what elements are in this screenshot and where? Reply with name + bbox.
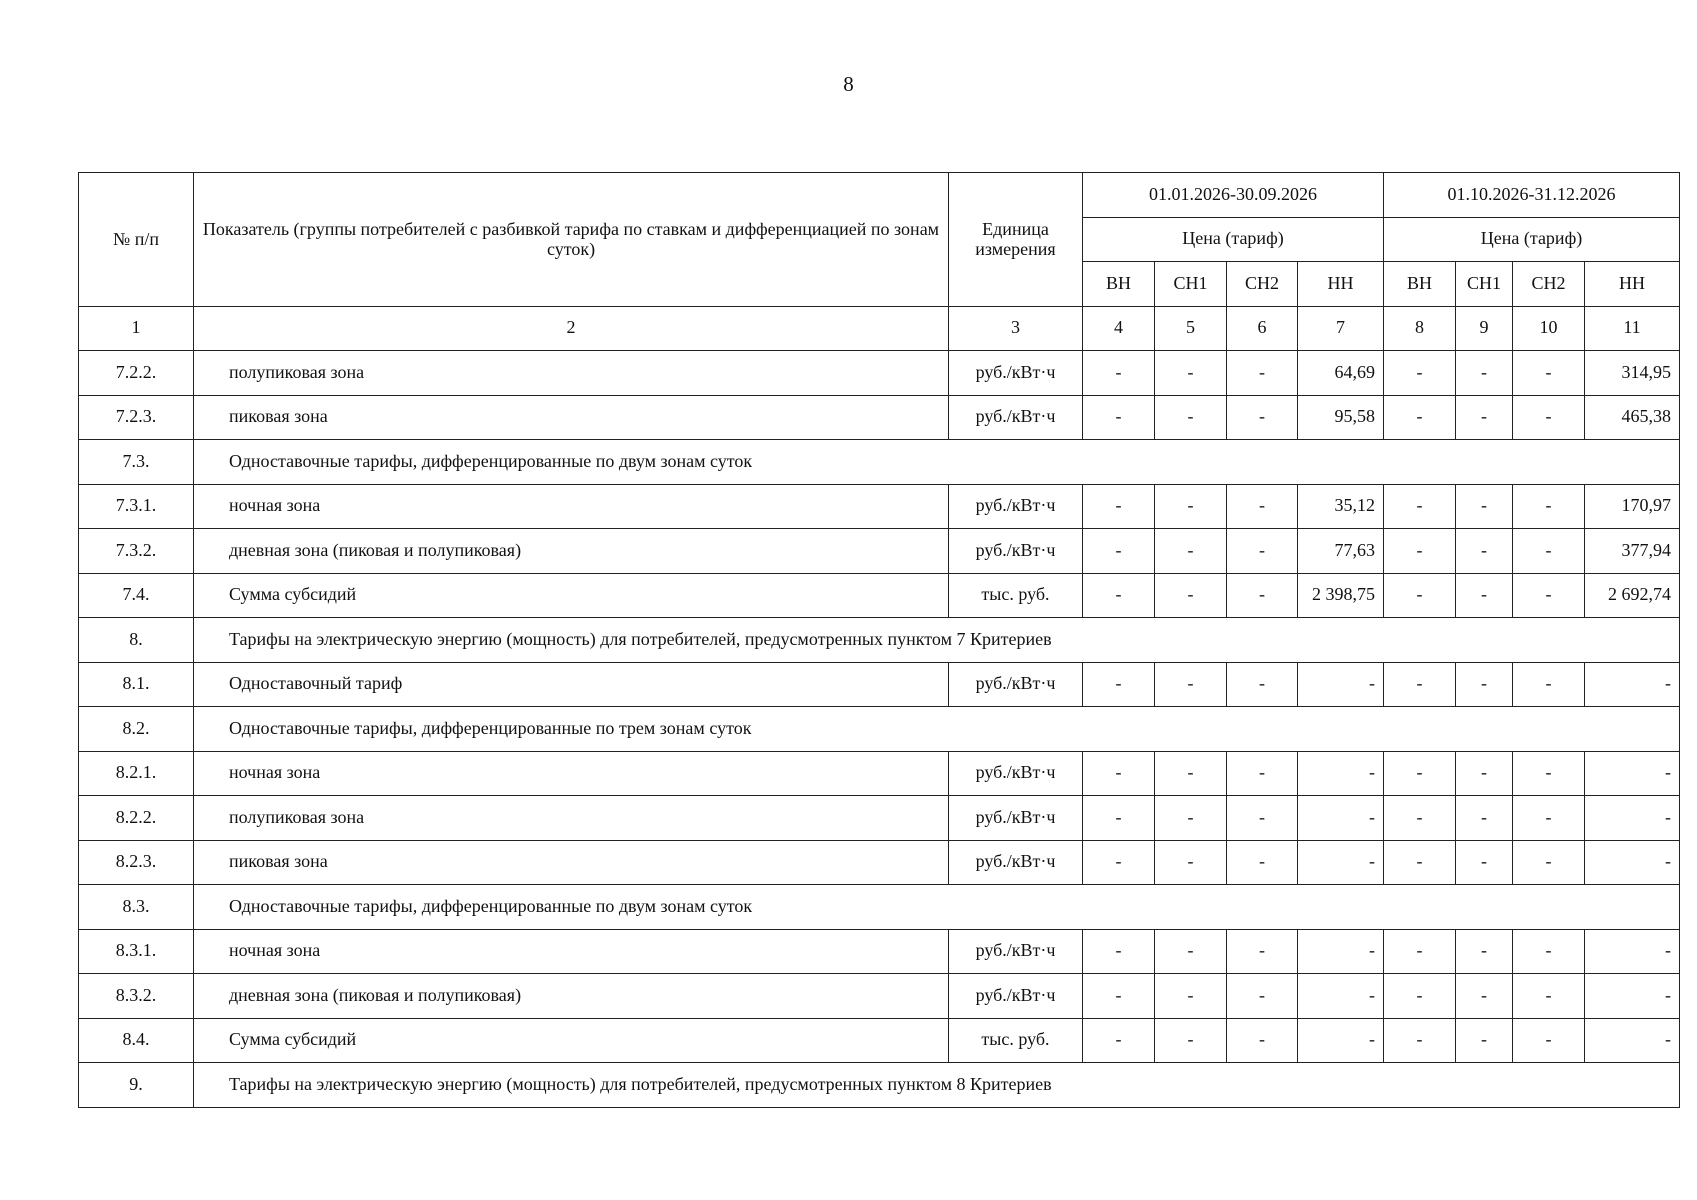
unit-cell: руб./кВт·ч xyxy=(949,751,1083,796)
value-cell: 35,12 xyxy=(1298,484,1384,529)
row-number: 7.2.3. xyxy=(79,395,194,440)
row-number: 7.3.1. xyxy=(79,484,194,529)
section-row xyxy=(79,707,1680,752)
value-cell: - xyxy=(1155,351,1227,396)
column-number: 3 xyxy=(949,306,1083,351)
row-number: 8.4. xyxy=(79,1018,194,1063)
value-cell: - xyxy=(1513,929,1585,974)
value-cell: 2 692,74 xyxy=(1585,573,1680,618)
indicator-name: дневная зона (пиковая и полупиковая) xyxy=(194,974,949,1019)
indicator-name: ночная зона xyxy=(194,751,949,796)
value-cell: - xyxy=(1456,351,1513,396)
table-row xyxy=(79,351,1680,396)
value-cell: - xyxy=(1585,662,1680,707)
row-number: 7.2.2. xyxy=(79,351,194,396)
row-number: 9. xyxy=(79,1063,194,1108)
row-number: 8.1. xyxy=(79,662,194,707)
header-level: СН1 xyxy=(1155,262,1227,307)
value-cell: - xyxy=(1298,1018,1384,1063)
value-cell: - xyxy=(1155,751,1227,796)
table-row xyxy=(79,840,1680,885)
value-cell: - xyxy=(1513,529,1585,574)
header-row-column-numbers xyxy=(79,306,1680,351)
header-level: НН xyxy=(1298,262,1384,307)
header-period-1: 01.01.2026-30.09.2026 xyxy=(1083,173,1384,218)
column-number: 5 xyxy=(1155,306,1227,351)
table-row xyxy=(79,395,1680,440)
value-cell: - xyxy=(1513,662,1585,707)
column-number: 10 xyxy=(1513,306,1585,351)
unit-cell: руб./кВт·ч xyxy=(949,840,1083,885)
table-row xyxy=(79,929,1680,974)
value-cell: - xyxy=(1083,662,1155,707)
value-cell: - xyxy=(1456,662,1513,707)
row-number: 8.2.2. xyxy=(79,796,194,841)
value-cell: - xyxy=(1384,796,1456,841)
value-cell: - xyxy=(1083,751,1155,796)
value-cell: 170,97 xyxy=(1585,484,1680,529)
section-title: Тарифы на электрическую энергию (мощность) для потребителей, предусмотренных пунктом 7 Критериев xyxy=(194,618,1680,663)
value-cell: 64,69 xyxy=(1298,351,1384,396)
value-cell: - xyxy=(1155,840,1227,885)
section-title: Одноставочные тарифы, дифференцированные по двум зонам суток xyxy=(194,440,1680,485)
tariff-table xyxy=(78,172,1680,1108)
row-number: 8.2.1. xyxy=(79,751,194,796)
indicator-name: Сумма субсидий xyxy=(194,1018,949,1063)
table-row xyxy=(79,484,1680,529)
indicator-name: полупиковая зона xyxy=(194,351,949,396)
value-cell: - xyxy=(1298,929,1384,974)
value-cell: - xyxy=(1585,751,1680,796)
table-row xyxy=(79,974,1680,1019)
row-number: 8.3. xyxy=(79,885,194,930)
value-cell: - xyxy=(1227,529,1298,574)
column-number: 7 xyxy=(1298,306,1384,351)
value-cell: - xyxy=(1585,929,1680,974)
indicator-name: ночная зона xyxy=(194,929,949,974)
section-row xyxy=(79,440,1680,485)
column-number: 6 xyxy=(1227,306,1298,351)
row-number: 8.3.1. xyxy=(79,929,194,974)
value-cell: - xyxy=(1227,395,1298,440)
value-cell: - xyxy=(1083,573,1155,618)
unit-cell: тыс. руб. xyxy=(949,1018,1083,1063)
indicator-name: Одноставочный тариф xyxy=(194,662,949,707)
header-level: СН1 xyxy=(1456,262,1513,307)
value-cell: - xyxy=(1513,840,1585,885)
row-number: 7.3. xyxy=(79,440,194,485)
value-cell: - xyxy=(1227,662,1298,707)
value-cell: - xyxy=(1298,974,1384,1019)
value-cell: - xyxy=(1083,974,1155,1019)
value-cell: - xyxy=(1513,974,1585,1019)
value-cell: - xyxy=(1083,529,1155,574)
value-cell: - xyxy=(1384,1018,1456,1063)
table-row xyxy=(79,662,1680,707)
value-cell: 77,63 xyxy=(1298,529,1384,574)
value-cell: - xyxy=(1155,1018,1227,1063)
value-cell: - xyxy=(1456,796,1513,841)
section-row xyxy=(79,1063,1680,1108)
unit-cell: руб./кВт·ч xyxy=(949,974,1083,1019)
indicator-name: пиковая зона xyxy=(194,840,949,885)
value-cell: - xyxy=(1384,751,1456,796)
value-cell: - xyxy=(1298,796,1384,841)
value-cell: - xyxy=(1083,929,1155,974)
column-number: 4 xyxy=(1083,306,1155,351)
indicator-name: дневная зона (пиковая и полупиковая) xyxy=(194,529,949,574)
value-cell: - xyxy=(1513,484,1585,529)
value-cell: - xyxy=(1155,974,1227,1019)
indicator-name: ночная зона xyxy=(194,484,949,529)
value-cell: 95,58 xyxy=(1298,395,1384,440)
value-cell: - xyxy=(1456,1018,1513,1063)
value-cell: - xyxy=(1585,840,1680,885)
column-number: 2 xyxy=(194,306,949,351)
value-cell: - xyxy=(1155,662,1227,707)
table-row xyxy=(79,796,1680,841)
value-cell: - xyxy=(1585,974,1680,1019)
value-cell: - xyxy=(1155,395,1227,440)
header-num: № п/п xyxy=(79,173,194,307)
column-number: 1 xyxy=(79,306,194,351)
section-row xyxy=(79,885,1680,930)
value-cell: - xyxy=(1384,395,1456,440)
value-cell: - xyxy=(1227,929,1298,974)
value-cell: - xyxy=(1384,662,1456,707)
value-cell: - xyxy=(1298,662,1384,707)
header-period-2: 01.10.2026-31.12.2026 xyxy=(1384,173,1680,218)
value-cell: - xyxy=(1155,573,1227,618)
value-cell: 2 398,75 xyxy=(1298,573,1384,618)
row-number: 8.3.2. xyxy=(79,974,194,1019)
section-title: Одноставочные тарифы, дифференцированные по двум зонам суток xyxy=(194,885,1680,930)
table-row xyxy=(79,751,1680,796)
indicator-name: Сумма субсидий xyxy=(194,573,949,618)
value-cell: - xyxy=(1227,974,1298,1019)
value-cell: - xyxy=(1298,840,1384,885)
value-cell: - xyxy=(1513,351,1585,396)
value-cell: - xyxy=(1083,395,1155,440)
unit-cell: руб./кВт·ч xyxy=(949,529,1083,574)
value-cell: - xyxy=(1227,484,1298,529)
unit-cell: руб./кВт·ч xyxy=(949,662,1083,707)
table-row xyxy=(79,1018,1680,1063)
value-cell: - xyxy=(1155,796,1227,841)
header-indicator: Показатель (группы потребителей с разбивкой тарифа по ставкам и дифференциацией по зонам суток) xyxy=(194,173,949,307)
unit-cell: руб./кВт·ч xyxy=(949,484,1083,529)
value-cell: - xyxy=(1227,573,1298,618)
value-cell: - xyxy=(1083,351,1155,396)
value-cell: - xyxy=(1513,573,1585,618)
value-cell: - xyxy=(1083,796,1155,841)
header-level: НН xyxy=(1585,262,1680,307)
row-number: 8.2. xyxy=(79,707,194,752)
value-cell: - xyxy=(1384,974,1456,1019)
value-cell: - xyxy=(1384,840,1456,885)
value-cell: 465,38 xyxy=(1585,395,1680,440)
value-cell: - xyxy=(1384,573,1456,618)
row-number: 7.4. xyxy=(79,573,194,618)
value-cell: - xyxy=(1227,1018,1298,1063)
header-level: ВН xyxy=(1083,262,1155,307)
indicator-name: пиковая зона xyxy=(194,395,949,440)
value-cell: - xyxy=(1083,1018,1155,1063)
table-row xyxy=(79,529,1680,574)
value-cell: - xyxy=(1155,484,1227,529)
value-cell: - xyxy=(1227,351,1298,396)
row-number: 8.2.3. xyxy=(79,840,194,885)
value-cell: - xyxy=(1585,1018,1680,1063)
page-number: 8 xyxy=(843,72,854,96)
header-price-1: Цена (тариф) xyxy=(1083,217,1384,262)
value-cell: 314,95 xyxy=(1585,351,1680,396)
value-cell: - xyxy=(1456,573,1513,618)
unit-cell: руб./кВт·ч xyxy=(949,796,1083,841)
value-cell: - xyxy=(1083,840,1155,885)
header-price-2: Цена (тариф) xyxy=(1384,217,1680,262)
value-cell: - xyxy=(1513,1018,1585,1063)
value-cell: - xyxy=(1083,484,1155,529)
indicator-name: полупиковая зона xyxy=(194,796,949,841)
value-cell: - xyxy=(1456,395,1513,440)
value-cell: - xyxy=(1155,929,1227,974)
column-number: 11 xyxy=(1585,306,1680,351)
value-cell: - xyxy=(1456,484,1513,529)
value-cell: - xyxy=(1227,751,1298,796)
section-title: Тарифы на электрическую энергию (мощность) для потребителей, предусмотренных пунктом 8 Критериев xyxy=(194,1063,1680,1108)
column-number: 9 xyxy=(1456,306,1513,351)
unit-cell: руб./кВт·ч xyxy=(949,929,1083,974)
value-cell: - xyxy=(1155,529,1227,574)
row-number: 8. xyxy=(79,618,194,663)
value-cell: - xyxy=(1456,529,1513,574)
value-cell: - xyxy=(1227,840,1298,885)
row-number: 7.3.2. xyxy=(79,529,194,574)
section-title: Одноставочные тарифы, дифференцированные по трем зонам суток xyxy=(194,707,1680,752)
header-level: СН2 xyxy=(1513,262,1585,307)
value-cell: - xyxy=(1456,840,1513,885)
unit-cell: тыс. руб. xyxy=(949,573,1083,618)
value-cell: - xyxy=(1456,974,1513,1019)
header-level: СН2 xyxy=(1227,262,1298,307)
section-row xyxy=(79,618,1680,663)
value-cell: - xyxy=(1456,751,1513,796)
value-cell: - xyxy=(1384,529,1456,574)
value-cell: - xyxy=(1384,929,1456,974)
value-cell: - xyxy=(1513,796,1585,841)
header-unit: Единица измерения xyxy=(949,173,1083,307)
header-row-periods xyxy=(79,173,1680,218)
value-cell: - xyxy=(1513,751,1585,796)
value-cell: - xyxy=(1227,796,1298,841)
value-cell: - xyxy=(1384,351,1456,396)
value-cell: - xyxy=(1298,751,1384,796)
unit-cell: руб./кВт·ч xyxy=(949,351,1083,396)
value-cell: - xyxy=(1513,395,1585,440)
header-level: ВН xyxy=(1384,262,1456,307)
unit-cell: руб./кВт·ч xyxy=(949,395,1083,440)
column-number: 8 xyxy=(1384,306,1456,351)
value-cell: 377,94 xyxy=(1585,529,1680,574)
value-cell: - xyxy=(1384,484,1456,529)
value-cell: - xyxy=(1456,929,1513,974)
value-cell: - xyxy=(1585,796,1680,841)
table-row xyxy=(79,573,1680,618)
